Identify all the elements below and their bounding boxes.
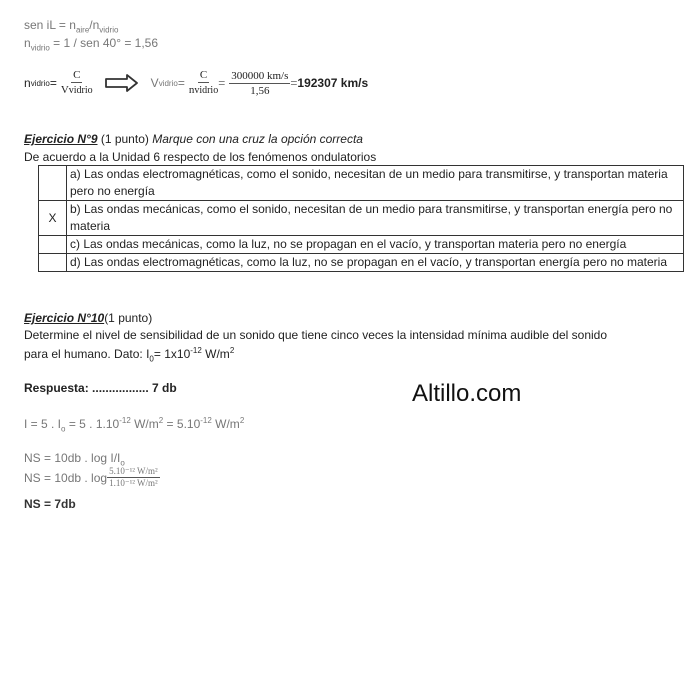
ex9-prompt: De acuerdo a la Unidad 6 respecto de los fenómenos ondulatorios <box>24 150 377 164</box>
ex9-instruction: Marque con una cruz la opción correcta <box>152 132 363 146</box>
option-row <box>39 254 684 272</box>
ex10-prompt-line-2: para el humano. Dato: $I_0= 1x10^{-12}$ $W/m^2$ <box>24 346 235 364</box>
ex9-points: (1 punto) <box>97 132 153 146</box>
refraction-formula: n vidrio = $\frac{C}{\text{Vvidrio}}$ V vidrio = $\frac{C}{\text{nvidrio}}$ = $\frac{300000 km/s}{1,56}$ = 192307 km/s <box>24 69 369 97</box>
calc-ns-substituted: NS = 10db . log $\frac{\text{5.10⁻¹² W/m²}}{\text{1.10⁻¹² W/m²}}$ <box>24 466 158 488</box>
fraction-speed: $\frac{300000 km/s}{1,56}$ <box>231 69 289 97</box>
option-text: d) Las ondas electromagnéticas, como la luz, no se propagan en el vacío, y transportan energía pero no materia <box>67 254 684 272</box>
option-row <box>39 166 684 201</box>
implies-arrow-icon <box>105 74 139 92</box>
ex9-options-table <box>38 165 684 272</box>
formula-result: 192307 km/s <box>297 76 369 90</box>
option-text: c) Las ondas mecánicas, como la luz, no se propagan en el vacío, y transportan materia pero no energía <box>67 236 684 254</box>
watermark: Altillo.com <box>412 380 522 407</box>
fraction-c-over-n: $\frac{C}{\text{nvidrio}}$ <box>188 69 219 96</box>
option-text: a) Las ondas electromagnéticas, como el sonido, necesitan de un medio para transmitirse, y transportan materia pero no energía <box>67 166 684 201</box>
answer-line: Respuesta: ................. 7 db <box>24 381 177 395</box>
calc-ns-result: NS = 7db <box>24 497 76 511</box>
calc-intensity: I = 5 . $I_o = 5$ . $1.10^{-12}$ $W/m^2 = 5.10^{-12}$ $W/m^2$ <box>24 416 245 434</box>
option-row <box>39 236 684 254</box>
fraction-c-over-v: $\frac{C}{\text{Vvidrio}}$ <box>60 69 93 96</box>
ex9-title: Ejercicio N°9 <box>24 132 98 146</box>
option-mark[interactable] <box>39 166 67 201</box>
ex10-prompt-line-1: Determine el nivel de sensibilidad de un sonido que tiene cinco veces la intensidad mínima audible del sonido <box>24 328 608 342</box>
option-row <box>39 201 684 236</box>
option-mark[interactable] <box>39 254 67 272</box>
intro-line-1: sen iL = $n_{aire}/n_{vidrio}$ <box>24 18 119 35</box>
ex9-heading <box>24 132 363 146</box>
calc-ns-formula: NS = 10db . $\log I/I_o$ <box>24 451 125 468</box>
ex10-title: Ejercicio N°10 <box>24 311 105 325</box>
ex10-heading <box>24 311 152 325</box>
option-mark[interactable]: X <box>39 201 67 236</box>
option-mark[interactable] <box>39 236 67 254</box>
fraction-intensity-ratio: $\frac{\text{5.10⁻¹² W/m²}}{\text{1.10⁻¹² W/m²}}$ <box>109 466 158 488</box>
intro-line-2: $n_{vidrio} = 1$ / sen 40° = 1,56 <box>24 36 159 53</box>
option-text: b) Las ondas mecánicas, como el sonido, necesitan de un medio para transmitirse, y transportan energía pero no materia <box>67 201 684 236</box>
ex10-points: (1 punto) <box>104 311 153 325</box>
